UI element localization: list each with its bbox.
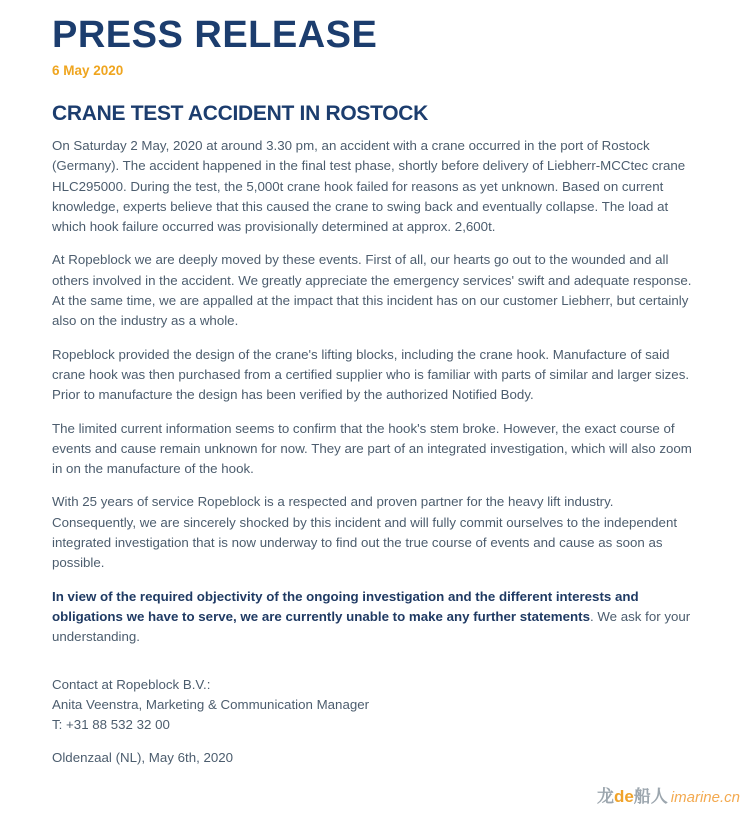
article-body: [52, 136, 695, 648]
statement-regular-text: . We ask for your understanding.: [52, 608, 691, 645]
paragraph-accident-description: On Saturday 2 May, 2020 at around 3.30 pm, an accident with a crane occurred in the port of Rostock (Germany). The accident happened in the final test phase, shortly before delivery of Liebherr-MCCtec crane HLC295000. During the test, the 5,000t crane hook failed for reasons as yet unknown. Based on current knowledge, experts believe that this caused the crane to swing back and eventually collapse. The load at which hook failure occurred was provisionally determined at approx. 2,600t.: [52, 138, 686, 235]
contact-phone: T: +31 88 532 32 00: [52, 717, 170, 733]
paragraph-company-commitment: With 25 years of service Ropeblock is a respected and proven partner for the heavy lift industry. Consequently, we are sincerely shocked by this incident and will fully commit ourselves to the independent integrated investigation that is now underway to find out the true course of events and cause as soon as possible.: [52, 494, 678, 571]
dateline: Oldenzaal (NL), May 6th, 2020: [52, 750, 234, 766]
article-heading: CRANE TEST ACCIDENT IN ROSTOCK: [52, 102, 429, 125]
paragraph-company-reaction: At Ropeblock we are deeply moved by these events. First of all, our hearts go out to the wounded and all others involved in the accident. We greatly appreciate the emergency services' swift and adequate response. At the same time, we are appalled at the impact that this incident has on our customer Liebherr, but certainly also on the industry as a whole.: [52, 252, 692, 329]
watermark-cjk-right: 船人: [633, 787, 668, 806]
watermark-cjk-left: 龙: [596, 787, 614, 806]
paragraph-design-manufacture: Ropeblock provided the design of the crane's lifting blocks, including the crane hook. Manufacture of said crane hook was then purchased from a certified supplier who is familiar with parts of similar and larger sizes. Prior to manufacture the design has been verified by the authorized Notified Body.: [52, 346, 690, 403]
watermark-site-text: imarine.cn: [670, 789, 740, 806]
release-date: 6 May 2020: [52, 63, 124, 78]
watermark: [597, 788, 740, 806]
contact-person: Anita Veenstra, Marketing & Communication Manager: [52, 696, 370, 712]
watermark-de: de: [613, 787, 634, 806]
contact-block: [52, 675, 695, 736]
paragraph-statement: [52, 587, 695, 648]
contact-heading: Contact at Ropeblock B.V.:: [52, 676, 211, 692]
paragraph-investigation-status: The limited current information seems to confirm that the hook's stem broke. However, the exact course of events and cause remain unknown for now. They are part of an integrated investigation, which will also zoom in on the manufacture of the hook.: [52, 420, 692, 477]
document-title: PRESS RELEASE: [52, 14, 378, 56]
statement-bold-text: In view of the required objectivity of the ongoing investigation and the different interests and obligations we have to serve, we are currently unable to make any further statements: [52, 588, 639, 624]
